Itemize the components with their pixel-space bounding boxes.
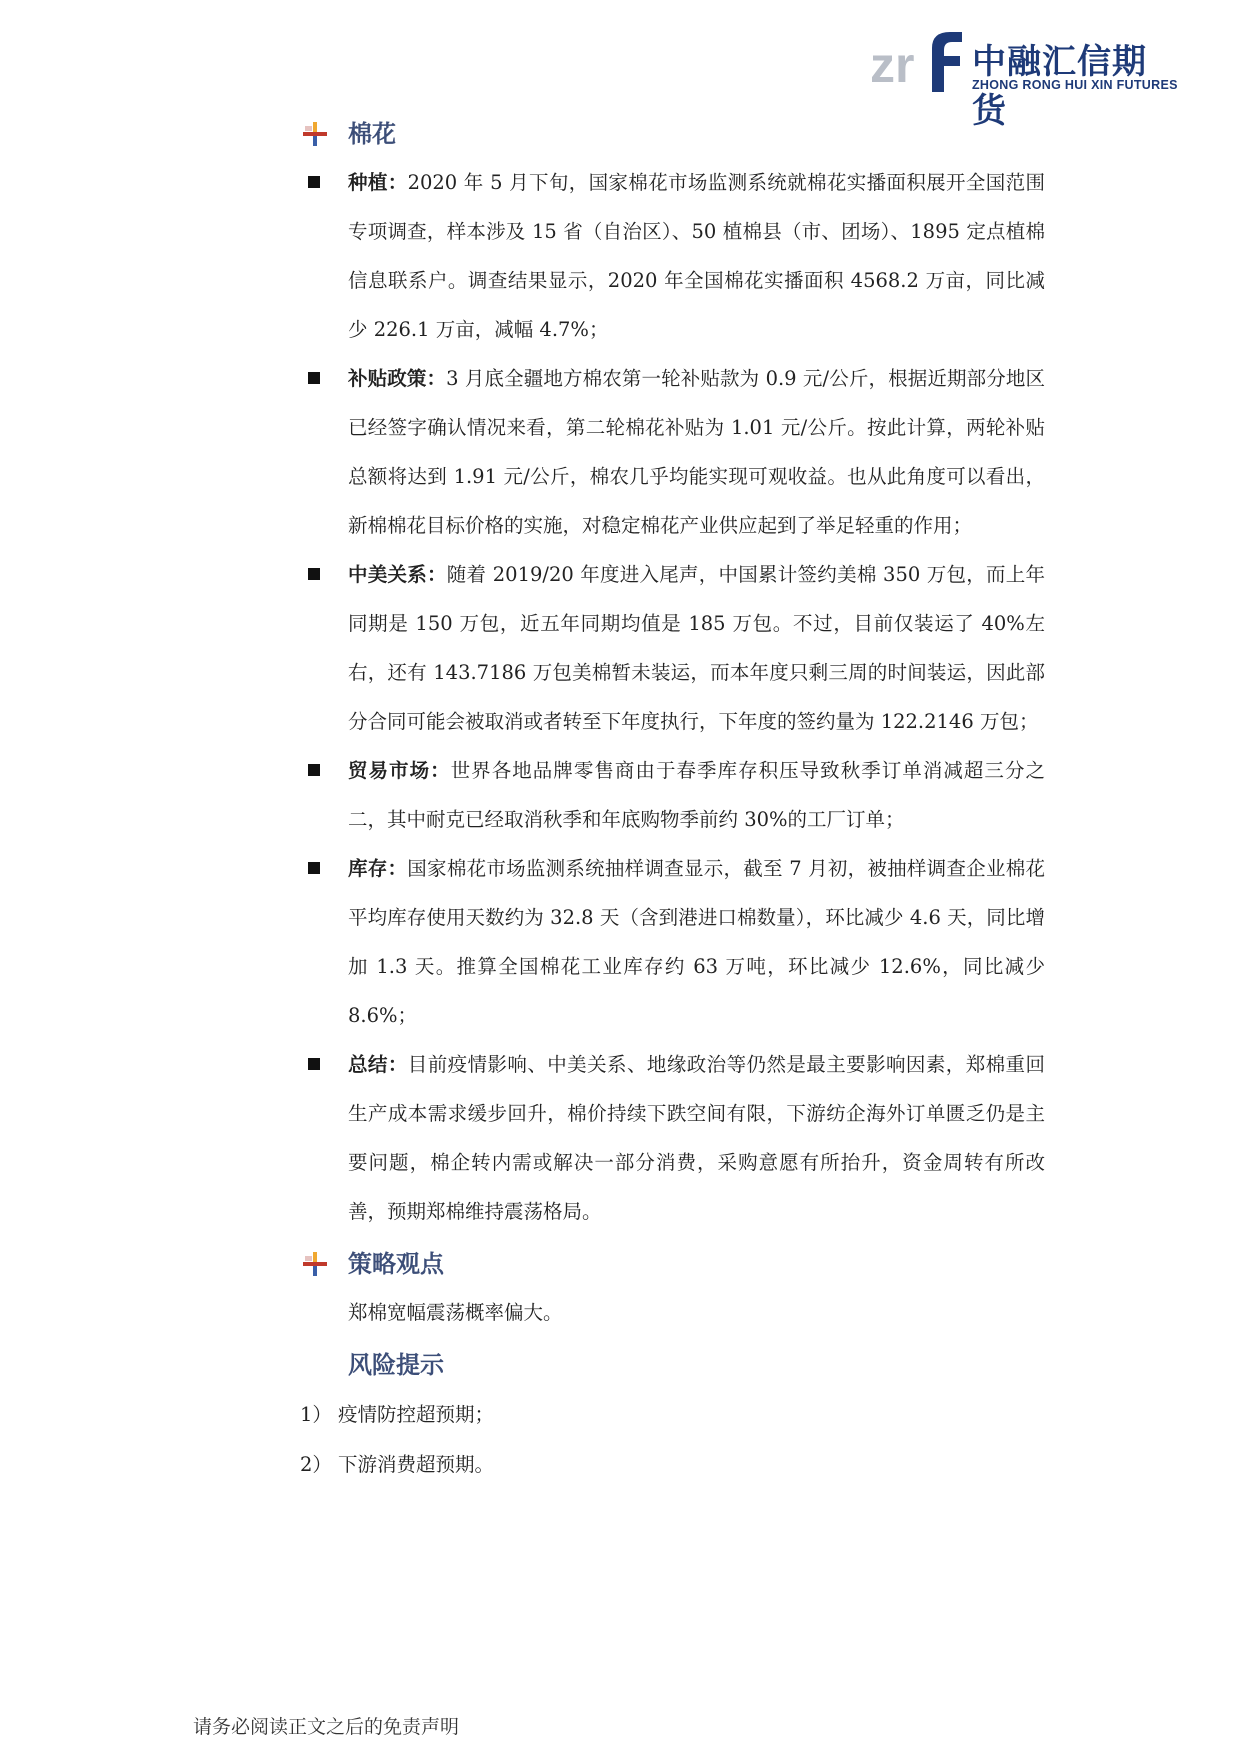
cotton-heading-text: 棉花 [348, 119, 396, 148]
disclaimer-footer: 请务必阅读正文之后的免责声明 [193, 1716, 460, 1738]
report-body [300, 110, 1045, 1490]
bullet-label: 库存： [348, 857, 408, 880]
svg-text:zr: zr [870, 37, 915, 93]
square-bullet-icon [308, 176, 320, 188]
bullet-label: 总结： [348, 1053, 408, 1076]
square-bullet-icon [308, 862, 320, 874]
logo-chinese-name: 中融汇信期货 [972, 42, 1147, 131]
cotton-heading [300, 110, 1045, 158]
risk-number: 2） [300, 1453, 332, 1476]
section-marker-icon [302, 121, 328, 147]
risk-item [296, 1390, 1045, 1440]
strategy-heading [300, 1240, 1045, 1288]
bullet-sino-us [300, 550, 1045, 746]
risk-number: 1） [300, 1403, 332, 1426]
bullet-trade-market [300, 746, 1045, 844]
bullet-summary [300, 1040, 1045, 1236]
bullet-text: 国家棉花市场监测系统抽样调查显示，截至 7 月初，被抽样调查企业棉花平均库存使用天数约为 32.8 天（含到港进口棉数量），环比减少 4.6 天，同比增加 1.3 天。推算全国棉花工业库存约 63 万吨，环比减少 12.6%，同比减少 8.6%； [348, 857, 1045, 1027]
square-bullet-icon [308, 1058, 320, 1070]
bullet-text: 随着 2019/20 年度进入尾声，中国累计签约美棉 350 万包，而上年同期是 150 万包，近五年同期均值是 185 万包。不过，目前仅装运了 40%左右，还有 143.7186 万包美棉暂未装运，而本年度只剩三周的时间装运，因此部分合同可能会被取消或者转至下年度执行，下年度的签约量为 122.2146 万包； [348, 563, 1045, 733]
bullet-inventory [300, 844, 1045, 1040]
company-logo [870, 26, 1180, 131]
bullet-planting [300, 158, 1045, 354]
square-bullet-icon [308, 372, 320, 384]
bullet-text: 世界各地品牌零售商由于春季库存积压导致秋季订单消减超三分之二，其中耐克已经取消秋季和年底购物季前约 30%的工厂订单； [348, 759, 1045, 831]
strategy-text: 郑棉宽幅震荡概率偏大。 [348, 1301, 563, 1324]
bullet-label: 贸易市场： [348, 759, 451, 782]
bullet-text: 目前疫情影响、中美关系、地缘政治等仍然是最主要影响因素，郑棉重回生产成本需求缓步回升，棉价持续下跌空间有限，下游纺企海外订单匮乏仍是主要问题，棉企转内需或解决一部分消费，采购意愿有所抬升，资金周转有所改善，预期郑棉维持震荡格局。 [348, 1053, 1045, 1223]
zrf-logo-icon [870, 26, 966, 96]
risk-text: 疫情防控超预期； [338, 1403, 495, 1426]
strategy-heading-text: 策略观点 [348, 1249, 444, 1278]
risk-item [296, 1440, 1045, 1490]
risk-text: 下游消费超预期。 [338, 1453, 495, 1476]
logo-english-name: ZHONG RONG HUI XIN FUTURES [972, 78, 1178, 92]
bullet-label: 补贴政策： [348, 367, 447, 390]
bullet-subsidy [300, 354, 1045, 550]
bullet-text: 3 月底全疆地方棉农第一轮补贴款为 0.9 元/公斤，根据近期部分地区已经签字确认情况来看，第二轮棉花补贴为 1.01 元/公斤。按此计算，两轮补贴总额将达到 1.91 元/公斤，棉农几乎均能实现可观收益。也从此角度可以看出，新棉棉花目标价格的实施，对稳定棉花产业供应起到了举足轻重的作用； [348, 367, 1045, 537]
square-bullet-icon [308, 764, 320, 776]
section-marker-icon [302, 1251, 328, 1277]
risk-heading: 风险提示 [348, 1350, 444, 1379]
square-bullet-icon [308, 568, 320, 580]
bullet-label: 种植： [348, 171, 408, 194]
bullet-label: 中美关系： [348, 563, 447, 586]
bullet-text: 2020 年 5 月下旬，国家棉花市场监测系统就棉花实播面积展开全国范围专项调查，样本涉及 15 省（自治区）、50 植棉县（市、团场）、1895 定点植棉信息联系户。调查结果显示，2020 年全国棉花实播面积 4568.2 万亩，同比减少 226.1 万亩，减幅 4.7%； [348, 171, 1045, 341]
